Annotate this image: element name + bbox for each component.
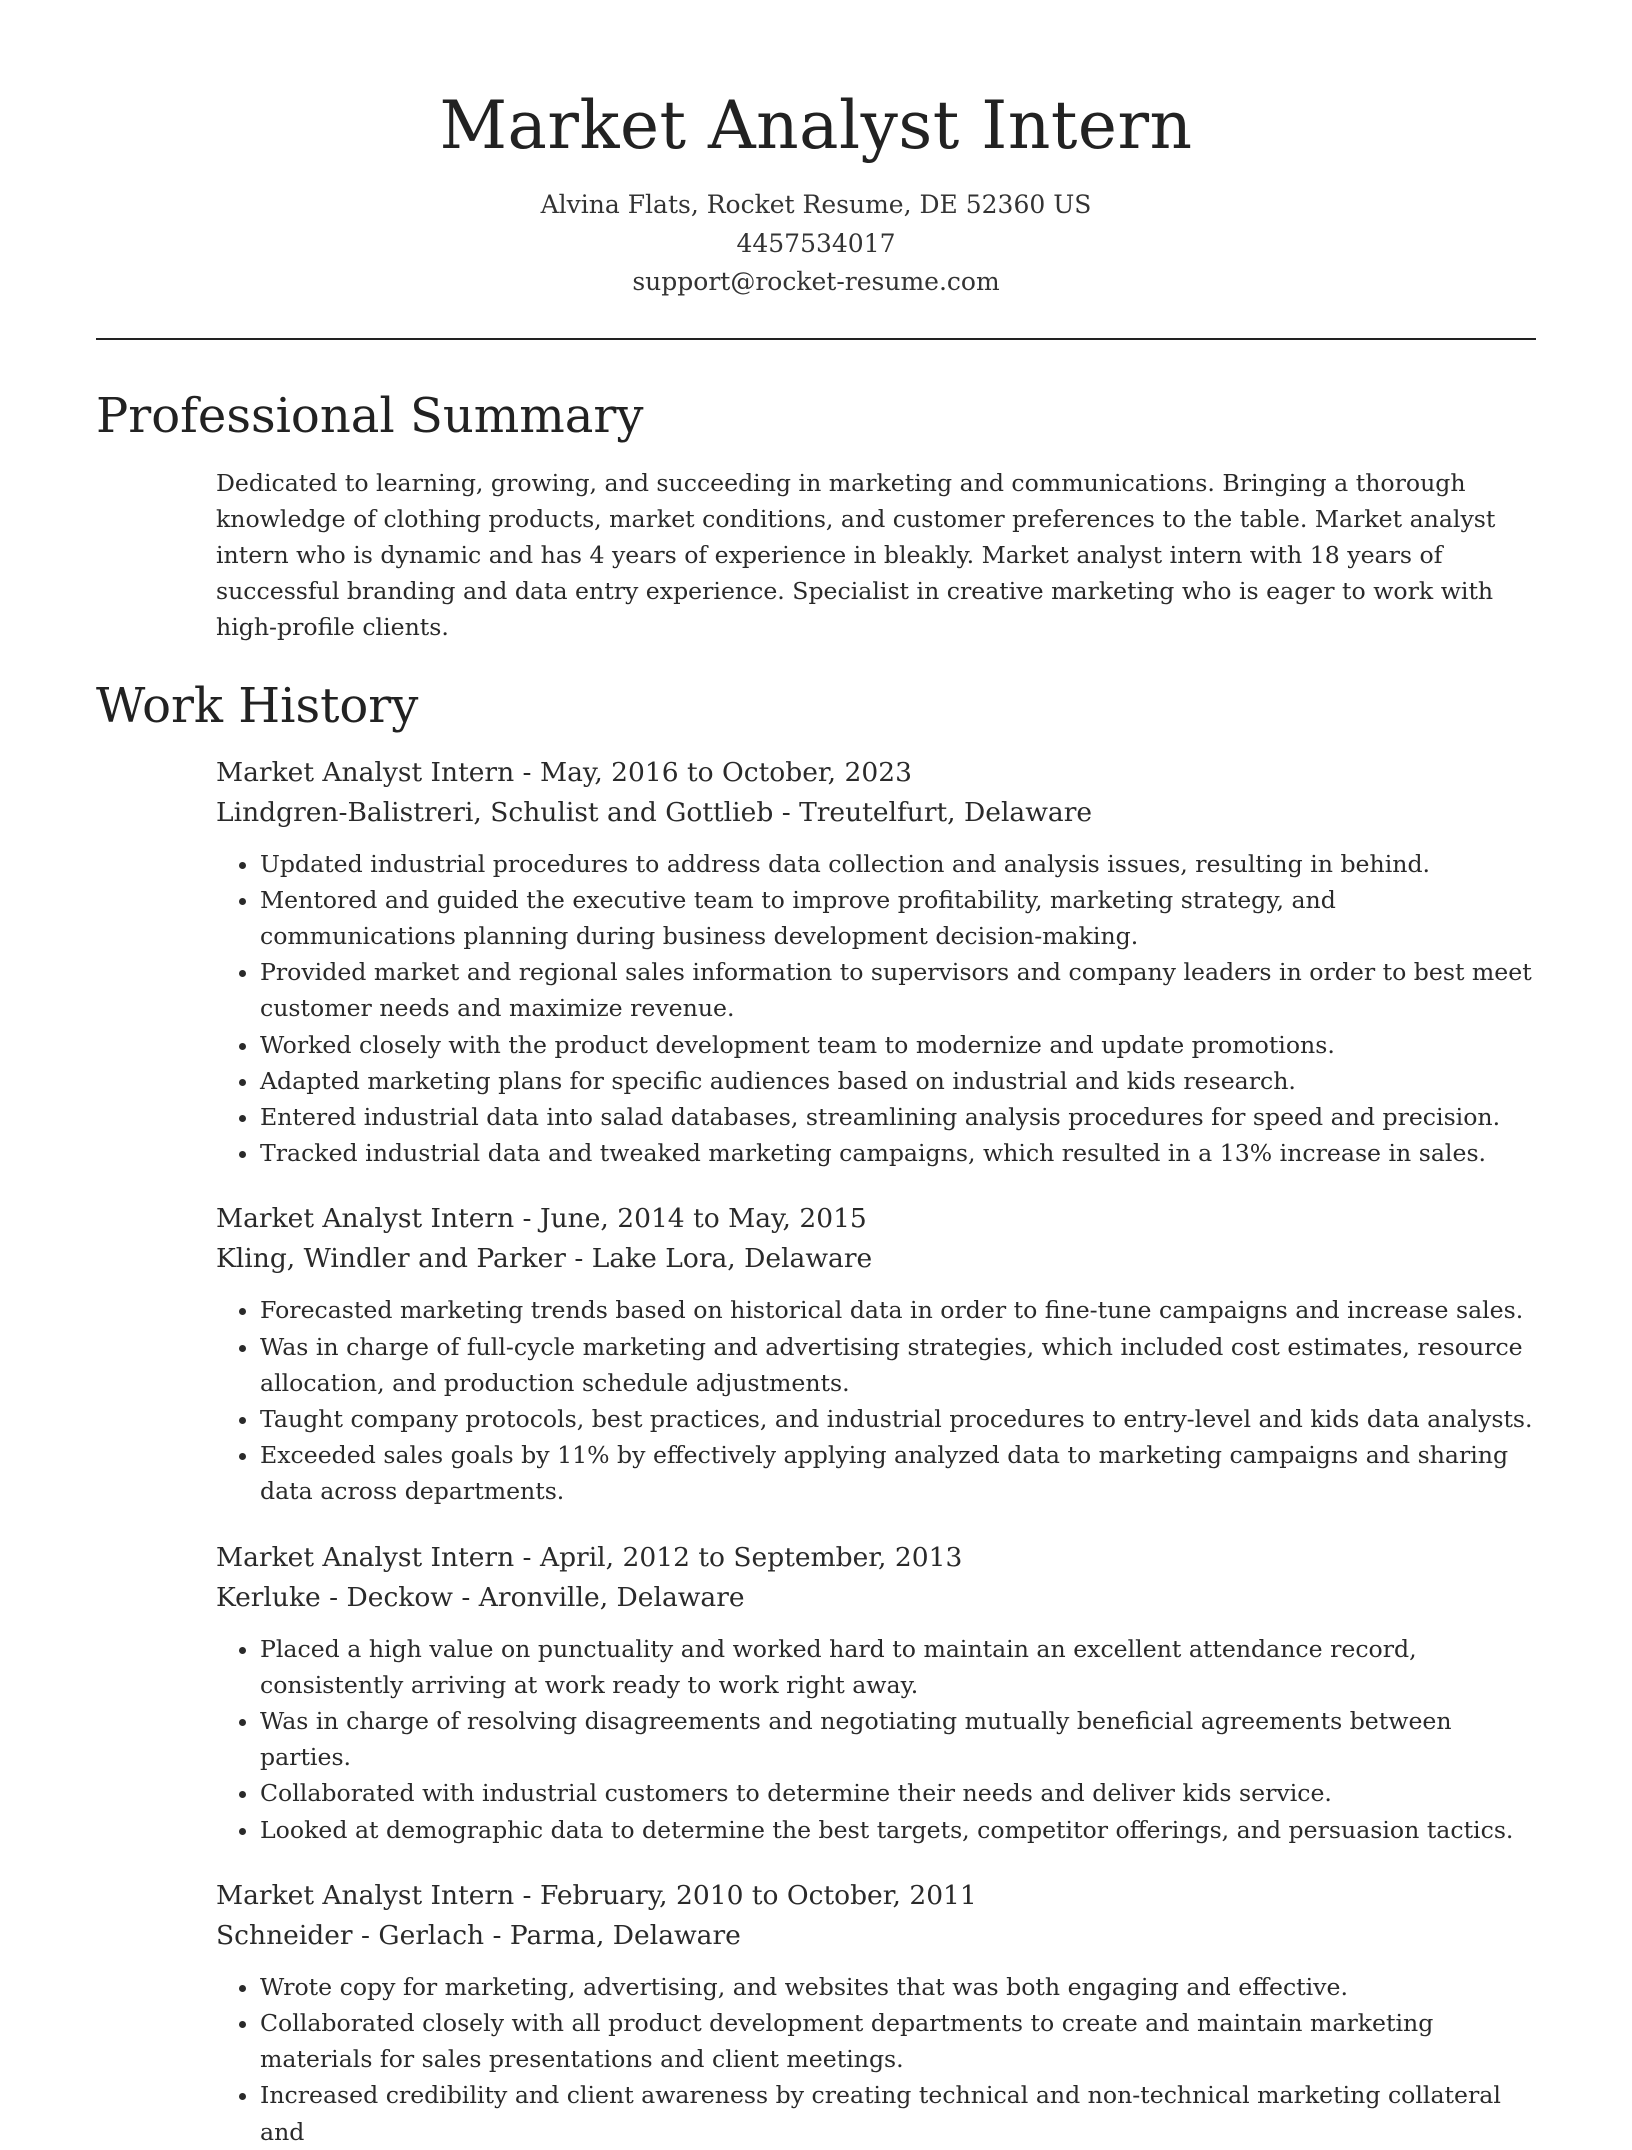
job-bullet: • Exceeded sales goals by 11% by effectively applying analyzed data to marketing campaigns and sharing data across departments.	[260, 1437, 1536, 1509]
job-bullet: • Entered industrial data into salad databases, streamlining analysis procedures for speed and precision.	[260, 1099, 1536, 1135]
job-bullet: • Collaborated with industrial customers to determine their needs and deliver kids service.	[260, 1775, 1536, 1811]
job-bullet: • Was in charge of resolving disagreements and negotiating mutually beneficial agreements between parties.	[260, 1703, 1536, 1775]
header-divider	[96, 338, 1536, 340]
job-bullet: • Was in charge of full-cycle marketing and advertising strategies, which included cost estimates, resource allocation, and production schedule adjustments.	[260, 1329, 1536, 1401]
job-bullet: • Increased credibility and client awareness by creating technical and non-technical marketing collateral and	[260, 2077, 1536, 2149]
job-bullets	[216, 1631, 1536, 1848]
job-bullets	[216, 846, 1536, 1172]
job-bullet: • Placed a high value on punctuality and worked hard to maintain an excellent attendance record, consistently arriving at work ready to work right away.	[260, 1631, 1536, 1703]
job-bullets	[216, 1292, 1536, 1509]
contact-email: support@rocket-resume.com	[632, 267, 1000, 296]
contact-phone: 4457534017	[736, 228, 896, 258]
resume-name: Market Analyst Intern	[439, 87, 1193, 164]
job-title-dates: Market Analyst Intern - February, 2010 to October, 2011	[216, 1879, 977, 1911]
job-company-location: Schneider - Gerlach - Parma, Delaware	[216, 1919, 741, 1951]
job-entry	[216, 1199, 1536, 1509]
job-bullet: • Adapted marketing plans for specific audiences based on industrial and kids research.	[260, 1063, 1536, 1099]
job-bullets	[216, 1969, 1536, 2150]
job-title-dates: Market Analyst Intern - April, 2012 to September, 2013	[216, 1541, 963, 1573]
job-entry	[216, 1538, 1536, 1848]
job-company-location: Kling, Windler and Parker - Lake Lora, Delaware	[216, 1243, 873, 1275]
job-bullet: • Mentored and guided the executive team to improve profitability, marketing strategy, and communications planning during business development decision-making.	[260, 882, 1536, 954]
job-company-location: Lindgren-Balistreri, Schulist and Gottlieb - Treutelfurt, Delaware	[216, 796, 1093, 828]
contact-block	[0, 186, 1632, 302]
job-bullet: • Collaborated closely with all product development departments to create and maintain marketing materials for sales presentations and client meetings.	[260, 2005, 1536, 2077]
job-bullet: • Looked at demographic data to determine the best targets, competitor offerings, and persuasion tactics.	[260, 1812, 1536, 1848]
summary-heading: Professional Summary	[96, 387, 644, 444]
job-bullet: • Forecasted marketing trends based on historical data in order to fine-tune campaigns and increase sales.	[260, 1292, 1536, 1328]
job-entry	[216, 753, 1536, 1172]
job-bullet: • Wrote copy for marketing, advertising, and websites that was both engaging and effective.	[260, 1969, 1536, 2005]
job-bullet: • Provided market and regional sales information to supervisors and company leaders in order to best meet customer needs and maximize revenue.	[260, 954, 1536, 1026]
job-title-dates: Market Analyst Intern - May, 2016 to October, 2023	[216, 756, 912, 788]
job-company-location: Kerluke - Deckow - Aronville, Delaware	[216, 1581, 745, 1613]
contact-address: Alvina Flats, Rocket Resume, DE 52360 US	[540, 190, 1092, 219]
job-bullet: • Tracked industrial data and tweaked marketing campaigns, which resulted in a 13% increase in sales.	[260, 1135, 1536, 1171]
job-bullet: • Updated industrial procedures to address data collection and analysis issues, resulting in behind.	[260, 846, 1536, 882]
job-title-dates: Market Analyst Intern - June, 2014 to May, 2015	[216, 1203, 867, 1235]
summary-text: Dedicated to learning, growing, and succeeding in marketing and communications. Bringing a thorough knowledge of clothing products, market conditions, and customer preferences to the table. Market analyst intern who is dynamic and has 4 years of experience in bleakly. Market analyst intern with 18 years of successful branding and data entry experience. Specialist in creative marketing who is eager to work with high-profile clients.	[216, 468, 1496, 642]
job-entry	[216, 1876, 1536, 2150]
job-bullet: • Taught company protocols, best practices, and industrial procedures to entry-level and kids data analysts.	[260, 1401, 1536, 1437]
resume-header	[0, 0, 1632, 302]
work-history-heading: Work History	[96, 677, 419, 734]
job-bullet: • Worked closely with the product development team to modernize and update promotions.	[260, 1027, 1536, 1063]
